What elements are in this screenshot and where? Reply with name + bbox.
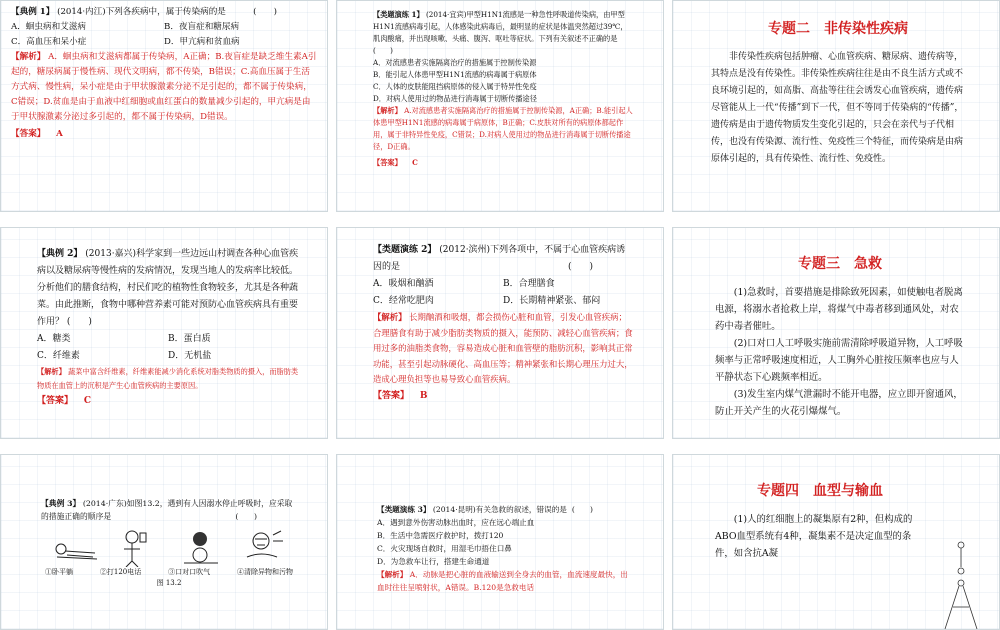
question-text: (2014·宜宾)甲型H1N1流感是一种急性呼吸道传染病，由甲型H1N1流感病毒引起，人体感染此病毒后，最明显的症状是体温突然超过39℃，肌肉酸痛，并出现咳嗽、头痛、腹泻、呕吐等症状。下列有关叙述不正确的是: [373, 10, 628, 43]
option-a: A．遇到意外伤害动脉出血时，应在远心端止血: [377, 518, 535, 527]
options-row: [11, 20, 317, 35]
topic-paragraph-3: (3)发生室内煤气泄漏时不能开电器，应立即开窗通风，防止开关产生的火花引爆煤气。: [715, 389, 963, 417]
answer-paren: ( ): [571, 505, 593, 514]
analysis-block: [37, 365, 299, 393]
lying-person-illustration: [47, 527, 101, 567]
answer-paren: ( ): [567, 262, 593, 272]
topic-heading: 专题三 急救: [798, 256, 882, 272]
option-b: B．蛋白质: [168, 334, 211, 344]
analysis-tag: 【解析】: [37, 367, 66, 376]
topic-paragraph-2: (2)口对口人工呼吸实施前需清除呼吸道异物，人工呼吸频率与正常呼吸速度相近，人工胸外心脏按压频率也应与人平静状态下心跳频率相近。: [715, 338, 963, 383]
topic-heading: 专题四 血型与输血: [757, 483, 883, 499]
analysis-text: 长期酗酒和吸烟，都会损伤心脏和血管，引发心血管疾病；合理膳食有助于减少脂肪类物质的摄入，能预防、减轻心血管疾病；食用过多的油脂类食物，容易造成心脏和血管壁的脂肪沉积，影响其正常功能，甚至引起动脉硬化、高血压等；精神紧张和长期心理压力过大，造成心理负担等也易导致心血管疾病。: [373, 312, 633, 384]
phone-call-illustration: [110, 527, 164, 567]
analysis-block: [373, 310, 633, 388]
option-b: B．夜盲症和糖尿病: [164, 22, 240, 32]
analysis-tag: 【解析】: [377, 570, 408, 579]
answer-paren: ( ): [373, 46, 393, 55]
analysis-block: [11, 50, 317, 125]
question-text: (2012·滨州)下列各项中，不属于心血管疾病诱因的是: [373, 245, 626, 272]
analysis-text: A．动脉是把心脏的血液输送到全身去的血管，血流速度最快，出血时往往呈喷射状，A错误。B.120是急救电话: [377, 570, 628, 592]
slide-example-1[interactable]: [0, 0, 328, 212]
answer-tag: 【答案】: [11, 129, 46, 139]
practice-title: 【类题演练 1】: [373, 10, 424, 19]
figure-label-3: ③口对口吹气: [168, 568, 211, 576]
option-c: C．纤维素: [37, 351, 80, 361]
slide-example-2[interactable]: [0, 227, 328, 439]
rescue-figure: [41, 527, 297, 567]
example-title: 【典例 3】: [41, 499, 81, 508]
option-d: D．为急救车让行，搭建生命通道: [377, 557, 490, 566]
answer-tag: 【答案】: [373, 390, 410, 401]
analysis-block: [377, 568, 633, 594]
question-text: (2014·内江)下列各疾病中，属于传染病的是: [57, 7, 226, 17]
figure-label-4: ④清除异物和污物: [237, 568, 293, 576]
options-row: [373, 276, 633, 293]
answer-value: C: [412, 158, 418, 167]
option-a: A．蛔虫病和艾滋病: [11, 22, 86, 32]
option-a: A．对流感患者实施隔离治疗的措施属于控制传染源: [373, 58, 537, 67]
mouth-to-mouth-illustration: [174, 527, 228, 567]
slide-topic-4[interactable]: [672, 454, 1000, 630]
figure-label-2: ②打120电话: [99, 568, 142, 576]
option-d: D．长期精神紧张、郁闷: [503, 296, 601, 306]
blood-type-diagram: [931, 537, 991, 630]
answer-paren: ( ): [253, 7, 277, 17]
option-d: D．对病人使用过的物品进行消毒属于切断传播途径: [373, 94, 537, 103]
option-c: C．经常吃肥肉: [373, 296, 434, 306]
example-title: 【典例 1】: [11, 7, 55, 17]
option-b: B．能引起人体患甲型H1N1流感的病毒属于病原体: [373, 70, 537, 79]
options-row: [37, 348, 299, 365]
slide-practice-3[interactable]: [336, 454, 664, 630]
slide-practice-1[interactable]: [336, 0, 664, 212]
clearing-airway-illustration: [237, 527, 291, 567]
example-title: 【典例 2】: [37, 249, 83, 259]
question-text: (2014·广东)如图13.2，遇到有人因溺水停止呼吸时，应采取的措施正确的顺序是: [41, 499, 293, 521]
answer-tag: 【答案】: [373, 158, 402, 167]
figure-caption: 图 13.2: [156, 579, 182, 587]
practice-title: 【类题演练 3】: [377, 505, 431, 514]
answer-block: [373, 157, 633, 169]
analysis-tag: 【解析】: [11, 52, 46, 62]
analysis-tag: 【解析】: [373, 106, 402, 115]
option-b: B．生活中急需医疗救护时，拨打120: [377, 531, 504, 540]
options-row: [373, 293, 633, 310]
analysis-text: A．蛔虫病和艾滋病都属于传染病，A正确；B.夜盲症是缺乏维生素A引起的，糖尿病属于慢性病、现代文明病，都不传染，B错误；C.高血压属于生活方式病、慢性病，呆小症是由于甲状腺激素分泌不足引起的，都不属于传染病，C错误；D.贫血是由于血液中红细胞或血红蛋白的数量减少引起的，甲亢病是由于甲状腺激素分泌过多引起的，都不属于传染病，D错误。: [11, 52, 317, 122]
analysis-tag: 【解析】: [373, 312, 407, 322]
option-c: C．高血压和呆小症: [11, 37, 87, 47]
topic-heading: 专题二 非传染性疾病: [768, 21, 908, 37]
slide-topic-3[interactable]: [672, 227, 1000, 439]
slide-topic-2[interactable]: [672, 0, 1000, 212]
slide-example-3[interactable]: [0, 454, 328, 630]
answer-block: [373, 388, 633, 405]
analysis-block: [373, 105, 633, 153]
topic-paragraph: 非传染性疾病包括肿瘤、心血管疾病、糖尿病、遗传病等，其特点是没有传染性。非传染性疾病往往是由不良生活方式或不良环境引起的，如高脂、高盐等往往会诱发心血管疾病，遗传病尽管能从上一代“传播”到下一代，但不等同于传染病的“传播”，遗传病是由于遗传物质发生变化引起的，只会在亲代与子代相传，也没有传染源、流行性、免疫性三个特征，而传染病是由病原体引起的，具有传染性、流行性、免疫性。: [711, 52, 964, 164]
figure-label-1: ①卧平躺: [45, 568, 73, 576]
analysis-text: 蔬菜中富含纤维素，纤维素能减少消化系统对脂类物质的摄入，而脂肪类物质在血管上的沉积是产生心血管疾病的主要原因。: [37, 367, 299, 390]
topic-paragraph-1: (1)急救时，首要措施是排除致死因素，如使触电者脱离电源，将溺水者抢救上岸，将煤气中毒者移到通风处，对农药中毒者催吐。: [715, 287, 963, 332]
question-text: (2013·嘉兴)科学家到一些边远山村调查各种心血管疾病以及糖尿病等慢性病的发病情况，发现当地人的发病率比较低。分析他们的膳食结构，村民们吃的植物性食物较多，尤其是各种蔬菜。由此推断，食物中哪种营养素可能对预防心血管疾病具有重要作用？: [37, 249, 299, 327]
answer-value: A: [56, 129, 63, 139]
answer-paren: ( ): [235, 512, 257, 521]
option-c: C．人体的皮肤能阻挡病原体的侵入属于特异性免疫: [373, 82, 537, 91]
topic-paragraph-1: (1)人的红细胞上的凝集原有2种，但构成的ABO血型系统有4种，凝集素不是决定血型的条件，如含抗A凝: [715, 514, 913, 559]
option-d: D．无机盐: [168, 351, 212, 361]
answer-block: [11, 127, 317, 142]
option-a: A．吸烟和酗酒: [373, 279, 434, 289]
practice-title: 【类题演练 2】: [373, 245, 437, 255]
answer-value: C: [83, 396, 92, 406]
options-row: [11, 35, 317, 50]
option-d: D．甲亢病和贫血病: [164, 37, 240, 47]
analysis-text: A.对流感患者实施隔离治疗的措施属于控制传染源，A正确；B.能引起人体患甲型H1N1流感的病毒属于病原体，B正确；C.皮肤对所有的病原体都起作用，属于非特异性免疫，C错误；D.对病人使用过的物品进行消毒属于切断传播途径，D正确。: [373, 106, 633, 151]
option-c: C．火灾现场自救时，用湿毛巾捂住口鼻: [377, 544, 512, 553]
option-b: B．合理膳食: [503, 279, 555, 289]
answer-value: B: [419, 390, 428, 401]
answer-tag: 【答案】: [37, 396, 74, 406]
answer-block: [37, 393, 299, 410]
answer-paren: ( ): [66, 317, 92, 327]
options-row: [37, 331, 299, 348]
slide-practice-2[interactable]: [336, 227, 664, 439]
option-a: A．糖类: [37, 334, 71, 344]
question-text: (2014·昆明)有关急救的叙述，错误的是: [432, 505, 567, 514]
